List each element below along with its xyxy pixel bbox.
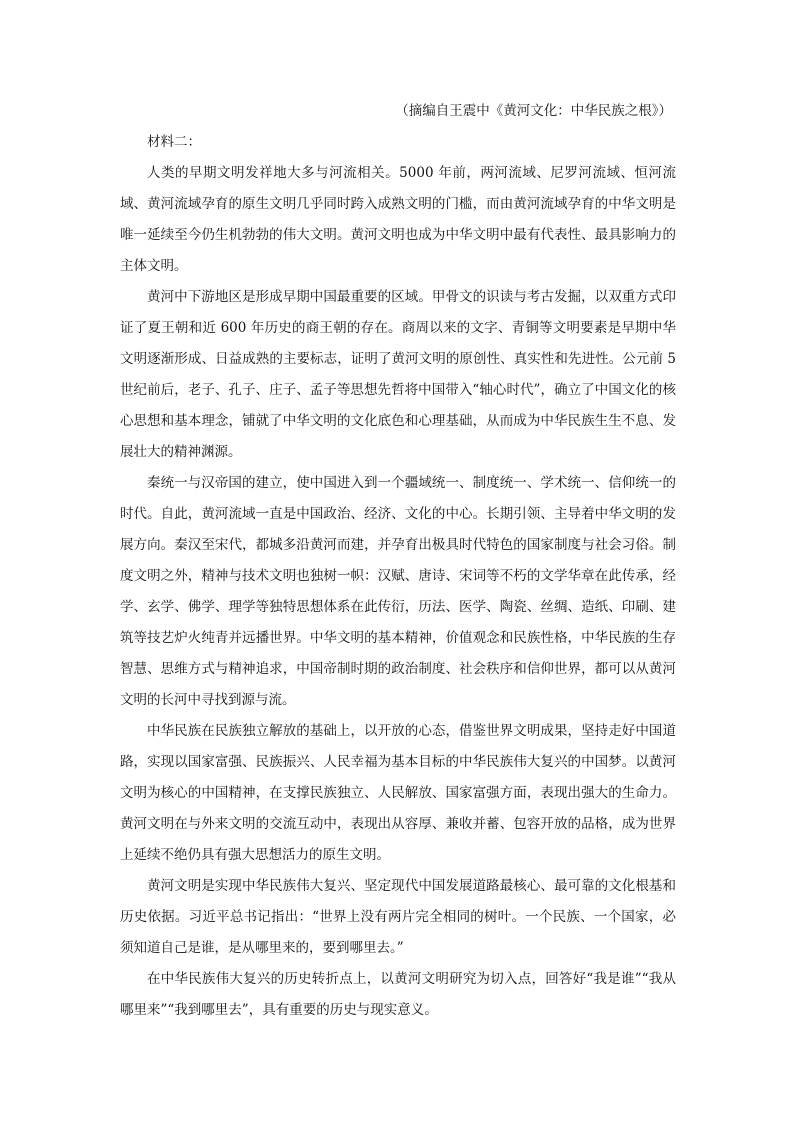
paragraph-1: 人类的早期文明发祥地大多与河流相关。5000 年前，两河流域、尼罗河流域、恒河流域、黄河流域孕育的原生文明几乎同时跨入成熟文明的门槛，而由黄河流域孕育的中华文明是唯一延续至今仍生机勃勃的伟大文明。黄河文明也成为中华文明中最有代表性、最具影响力的主体文明。: [120, 165, 676, 274]
source-note: （摘编自王震中《黄河文化：中华民族之根》）: [395, 103, 672, 119]
paragraph-5: 黄河文明是实现中华民族伟大复兴、坚定现代中国发展道路最核心、最可靠的文化根基和历史依据。习近平总书记指出：“世界上没有两片完全相同的树叶。一个民族、一个国家，必须知道自己是谁，是从哪里来的，要到哪里去。”: [120, 878, 676, 956]
paragraph-3: 秦统一与汉帝国的建立，使中国进入到一个疆域统一、制度统一、学术统一、信仰统一的时代。自此，黄河流域一直是中国政治、经济、文化的中心。长期引领、主导着中华文明的发展方向。秦汉至宋代，都城多沿黄河而建，并孕育出极具时代特色的国家制度与社会习俗。制度文明之外，精神与技术文明也独树一帜：汉赋、唐诗、宋词等不朽的文学华章在此传承，经学、玄学、佛学、理学等独特思想体系在此传衍，历法、医学、陶瓷、丝绸、造纸、印刷、建筑等技艺炉火纯青并远播世界。中华文明的基本精神，价值观念和民族性格，中华民族的生存智慧、思维方式与精神追求，中国帝制时期的政治制度、社会秩序和信仰世界，都可以从黄河文明的长河中寻找到源与流。: [120, 475, 676, 708]
material-label: 材料二：: [147, 134, 201, 150]
paragraph-2: 黄河中下游地区是形成早期中国最重要的区域。甲骨文的识读与考古发掘，以双重方式印证了夏王朝和近 600 年历史的商王朝的存在。商周以来的文字、青铜等文明要素是早期中华文明逐渐形成、日益成熟的主要标志，证明了黄河文明的原创性、真实性和先进性。公元前 5 世纪前后，老子、孔子、庄子、孟子等思想先哲将中国带入“轴心时代”，确立了中国文化的核心思想和基本理念，铺就了中华文明的文化底色和心理基础，从而成为中华民族生生不息、发展壮大的精神渊源。: [120, 289, 676, 460]
document-body: [120, 96, 676, 1026]
paragraph-4: 中华民族在民族独立解放的基础上，以开放的心态，借鉴世界文明成果，坚持走好中国道路，实现以国家富强、民族振兴、人民幸福为基本目标的中华民族伟大复兴的中国梦。以黄河文明为核心的中国精神，在支撑民族独立、人民解放、国家富强方面，表现出强大的生命力。黄河文明在与外来文明的交流互动中，表现出从容厚、兼收并蓄、包容开放的品格，成为世界上延续不绝仍具有强大思想活力的原生文明。: [120, 723, 676, 863]
paragraph-6: 在中华民族伟大复兴的历史转折点上，以黄河文明研究为切入点，回答好“我是谁”“我从哪里来”“我到哪里去”，具有重要的历史与现实意义。: [120, 971, 676, 1018]
